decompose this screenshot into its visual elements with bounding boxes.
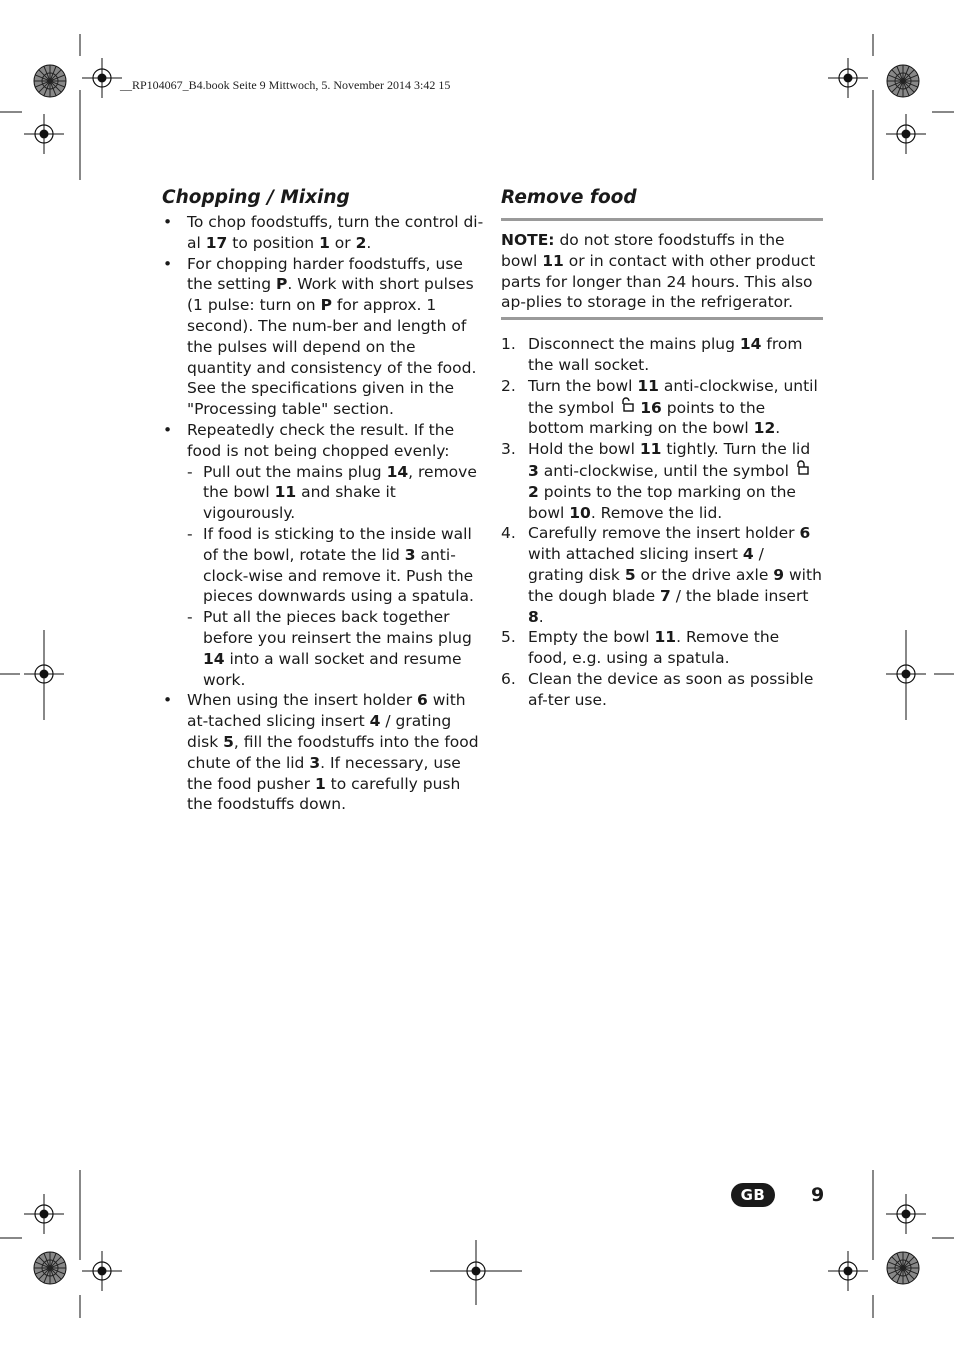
step-item: 3. Hold the bowl 11 tightly. Turn the lid 3 anti-clockwise, until the symbol 2 points to the top marking on the bowl 10. Remove the lid. bbox=[501, 440, 811, 522]
language-badge: GB bbox=[731, 1183, 775, 1207]
color-target-icon bbox=[34, 65, 66, 97]
registration-mark-icon bbox=[24, 114, 64, 154]
list-item: • To chop foodstuffs, turn the control di-al 17 to position 1 or 2. bbox=[162, 212, 484, 254]
step-item: 5. Empty the bowl 11. Remove the food, e.g. using a spatula. bbox=[501, 628, 780, 668]
note-label: NOTE: bbox=[501, 231, 555, 249]
list-item: • For chopping harder foodstuffs, use the setting P. Work with short pulses (1 pulse: turn on P for approx. 1 second). The num-ber and length of the pulses will depend on the quantity and consistency of the food. See the specifications given in the "Processing table" section. bbox=[162, 254, 484, 420]
step-item: 6. Clean the device as soon as possible af-ter use. bbox=[501, 669, 814, 709]
note-divider-top bbox=[501, 218, 823, 221]
page-number: 9 bbox=[811, 1184, 825, 1206]
section-heading-remove-food: Remove food bbox=[501, 187, 637, 208]
step-item: 1. Disconnect the mains plug 14 from the wall socket. bbox=[501, 335, 803, 374]
sub-list-item: - If food is sticking to the inside wall of the bowl, rotate the lid 3 anti-clock-wise and remove it. Push the pieces downwards using a spatula. bbox=[187, 524, 484, 607]
open-lock-icon bbox=[619, 397, 635, 419]
note-divider-bottom bbox=[501, 317, 823, 320]
registration-mark-icon bbox=[82, 58, 122, 98]
list-item: • When using the insert holder 6 with at-tached slicing insert 4 / grating disk 5, fill the foodstuffs into the food chute of the lid 3. If necessary, use the food pusher 1 to carefully push the foodstuffs down. bbox=[162, 690, 484, 815]
page-footer bbox=[731, 1183, 824, 1207]
registration-mark-icon bbox=[82, 1251, 122, 1291]
sub-list-item: - Put all the pieces back together before you reinsert the mains plug 14 into a wall socket and resume work. bbox=[187, 607, 484, 690]
sub-list bbox=[187, 462, 484, 691]
registration-mark-icon bbox=[828, 58, 868, 98]
remove-food-steps bbox=[501, 334, 823, 710]
color-target-icon bbox=[34, 1252, 66, 1284]
registration-mark-icon bbox=[24, 1194, 64, 1234]
right-column bbox=[501, 186, 823, 711]
color-target-icon bbox=[887, 65, 919, 97]
closed-lock-icon bbox=[794, 460, 810, 482]
print-file-info: __RP104067_B4.book Seite 9 Mittwoch, 5. November 2014 3:42 15 bbox=[120, 78, 451, 92]
list-item: • Repeatedly check the result. If the food is not being chopped evenly: - Pull out the mains plug 14, remove the bowl 11 and shake it vigourously. - If food is sticking to the inside wall of the bowl, rotate the lid 3 anti-clock-wise and remove it. Push the pieces downwards using a spatula. - Put all the pieces back together before you reinsert the mains plug 14 into a wall socket and resume work. bbox=[162, 420, 484, 690]
left-column bbox=[162, 186, 484, 815]
sub-list-item: - Pull out the mains plug 14, remove the bowl 11 and shake it vigourously. bbox=[187, 462, 484, 524]
step-item: 4. Carefully remove the insert holder 6 with attached slicing insert 4 / grating disk 5 or the drive axle 9 with the dough blade 7 / the blade insert 8. bbox=[501, 524, 822, 626]
registration-mark-icon bbox=[886, 1194, 926, 1234]
registration-mark-icon bbox=[886, 114, 926, 154]
note-box: NOTE: do not store foodstuffs in the bowl 11 or in contact with other product parts for longer than 24 hours. This also ap-plies to storage in the refrigerator. bbox=[501, 231, 816, 312]
step-item: 2. Turn the bowl 11 anti-clockwise, until the symbol 16 points to the bottom marking on the bowl 12. bbox=[501, 376, 818, 438]
chopping-bullets bbox=[162, 212, 484, 815]
registration-mark-icon bbox=[828, 1251, 868, 1291]
color-target-icon bbox=[887, 1252, 919, 1284]
section-heading-chopping: Chopping / Mixing bbox=[162, 187, 350, 208]
